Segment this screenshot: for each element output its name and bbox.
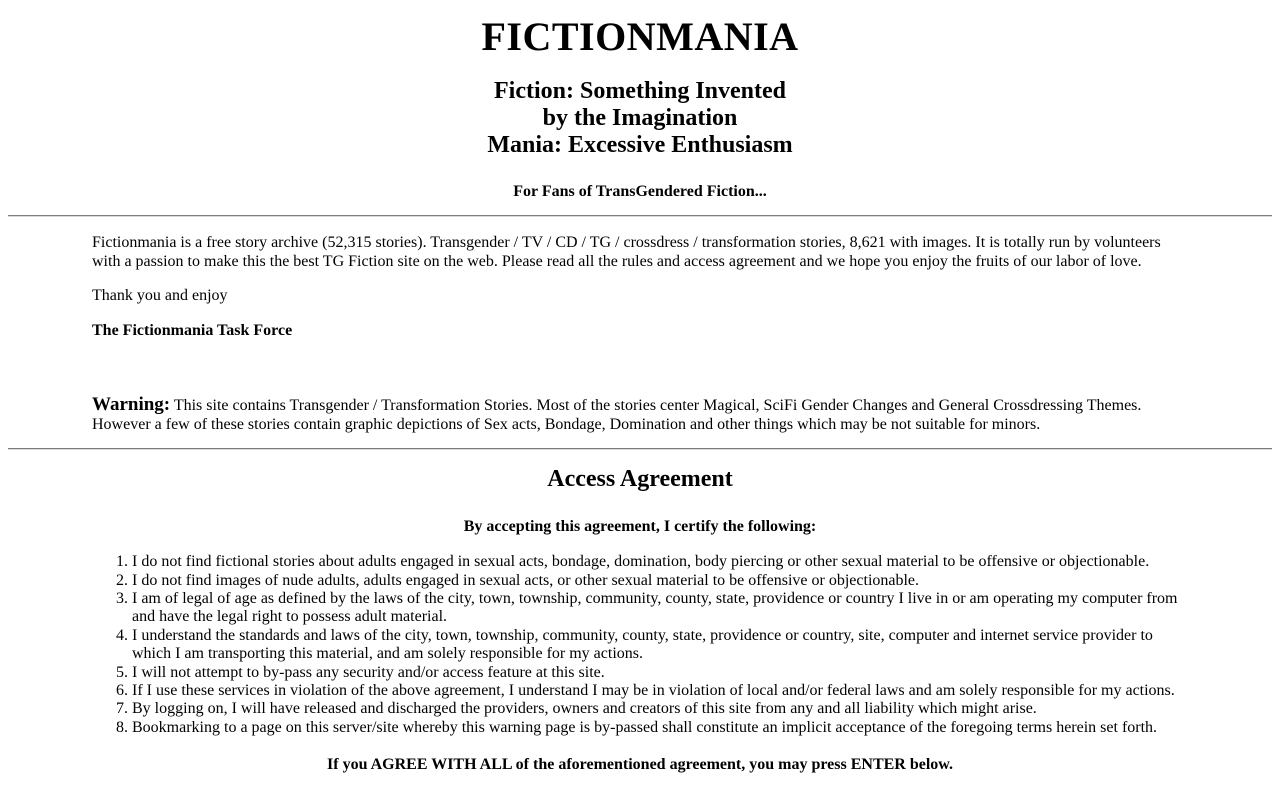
subtitle-line-1: Fiction: Something Invented <box>493 78 786 104</box>
agreement-list <box>92 553 1188 737</box>
tagline: For Fans of TransGendered Fiction... <box>513 183 767 200</box>
agreement-item-1: 1. I do not find fictional stories about adults engaged in sexual acts, bondage, domination, body piercing or other sexual material to be offensive or objectionable. <box>132 553 1188 571</box>
intro-section <box>92 234 1188 434</box>
agreement-section <box>92 553 1188 737</box>
signature-line: The Fictionmania Task Force <box>92 321 293 339</box>
subtitle-line-3: Mania: Excessive Enthusiasm <box>487 132 793 158</box>
warning-label: Warning: <box>92 393 171 415</box>
divider-top <box>8 215 1272 217</box>
certify-intro: By accepting this agreement, I certify the following: <box>463 517 817 535</box>
thanks-line: Thank you and enjoy <box>92 287 228 305</box>
warning-paragraph <box>92 394 1188 434</box>
divider-agreement <box>8 448 1272 450</box>
agreement-item-7: 7. By logging on, I will have released and discharged the providers, owners and creators of this site from any and all liability which might arise. <box>132 700 1188 718</box>
warning-text: This site contains Transgender / Transformation Stories. Most of the stories center Magical, SciFi Gender Changes and General Crossdressing Themes. However a few of these stories contain graphic depictions of Sex acts, Bondage, Domination and other things which may be not suitable for minors. <box>92 396 1142 433</box>
page-title: FICTIONMANIA <box>481 14 799 59</box>
subtitle-line-2: by the Imagination <box>542 105 738 131</box>
agreement-item-8: 8. Bookmarking to a page on this server/site whereby this warning page is by-passed shall constitute an implicit acceptance of the foregoing terms herein set forth. <box>132 719 1188 737</box>
agreement-footer: If you AGREE WITH ALL of the aforementioned agreement, you may press ENTER below. <box>327 756 953 774</box>
intro-paragraph: Fictionmania is a free story archive (52,315 stories). Transgender / TV / CD / TG / crossdress / transformation stories, 8,621 with images. It is totally run by volunteers with a passion to make this the best TG Fiction site on the web. Please read all the rules and access agreement and we hope you enjoy the fruits of our labor of love. <box>92 234 1161 270</box>
agreement-heading: Access Agreement <box>547 466 733 493</box>
agreement-item-6: 6. If I use these services in violation of the above agreement, I understand I may be in violation of local and/or federal laws and am solely responsible for my actions. <box>132 682 1188 700</box>
agreement-item-3: 3. I am of legal of age as defined by the laws of the city, town, township, community, county, state, providence or country I live in or am operating my computer from and have the legal right to possess adult material. <box>132 590 1188 627</box>
site-subtitle <box>8 78 1272 159</box>
agreement-item-4: 4. I understand the standards and laws of the city, town, township, community, county, state, providence or country, site, computer and internet service provider to which I am transporting this material, and am solely responsible for my actions. <box>132 627 1188 664</box>
agreement-item-2: 2. I do not find images of nude adults, adults engaged in sexual acts, or other sexual material to be offensive or objectionable. <box>132 572 1188 590</box>
agreement-item-5: 5. I will not attempt to by-pass any security and/or access feature at this site. <box>132 664 1188 682</box>
